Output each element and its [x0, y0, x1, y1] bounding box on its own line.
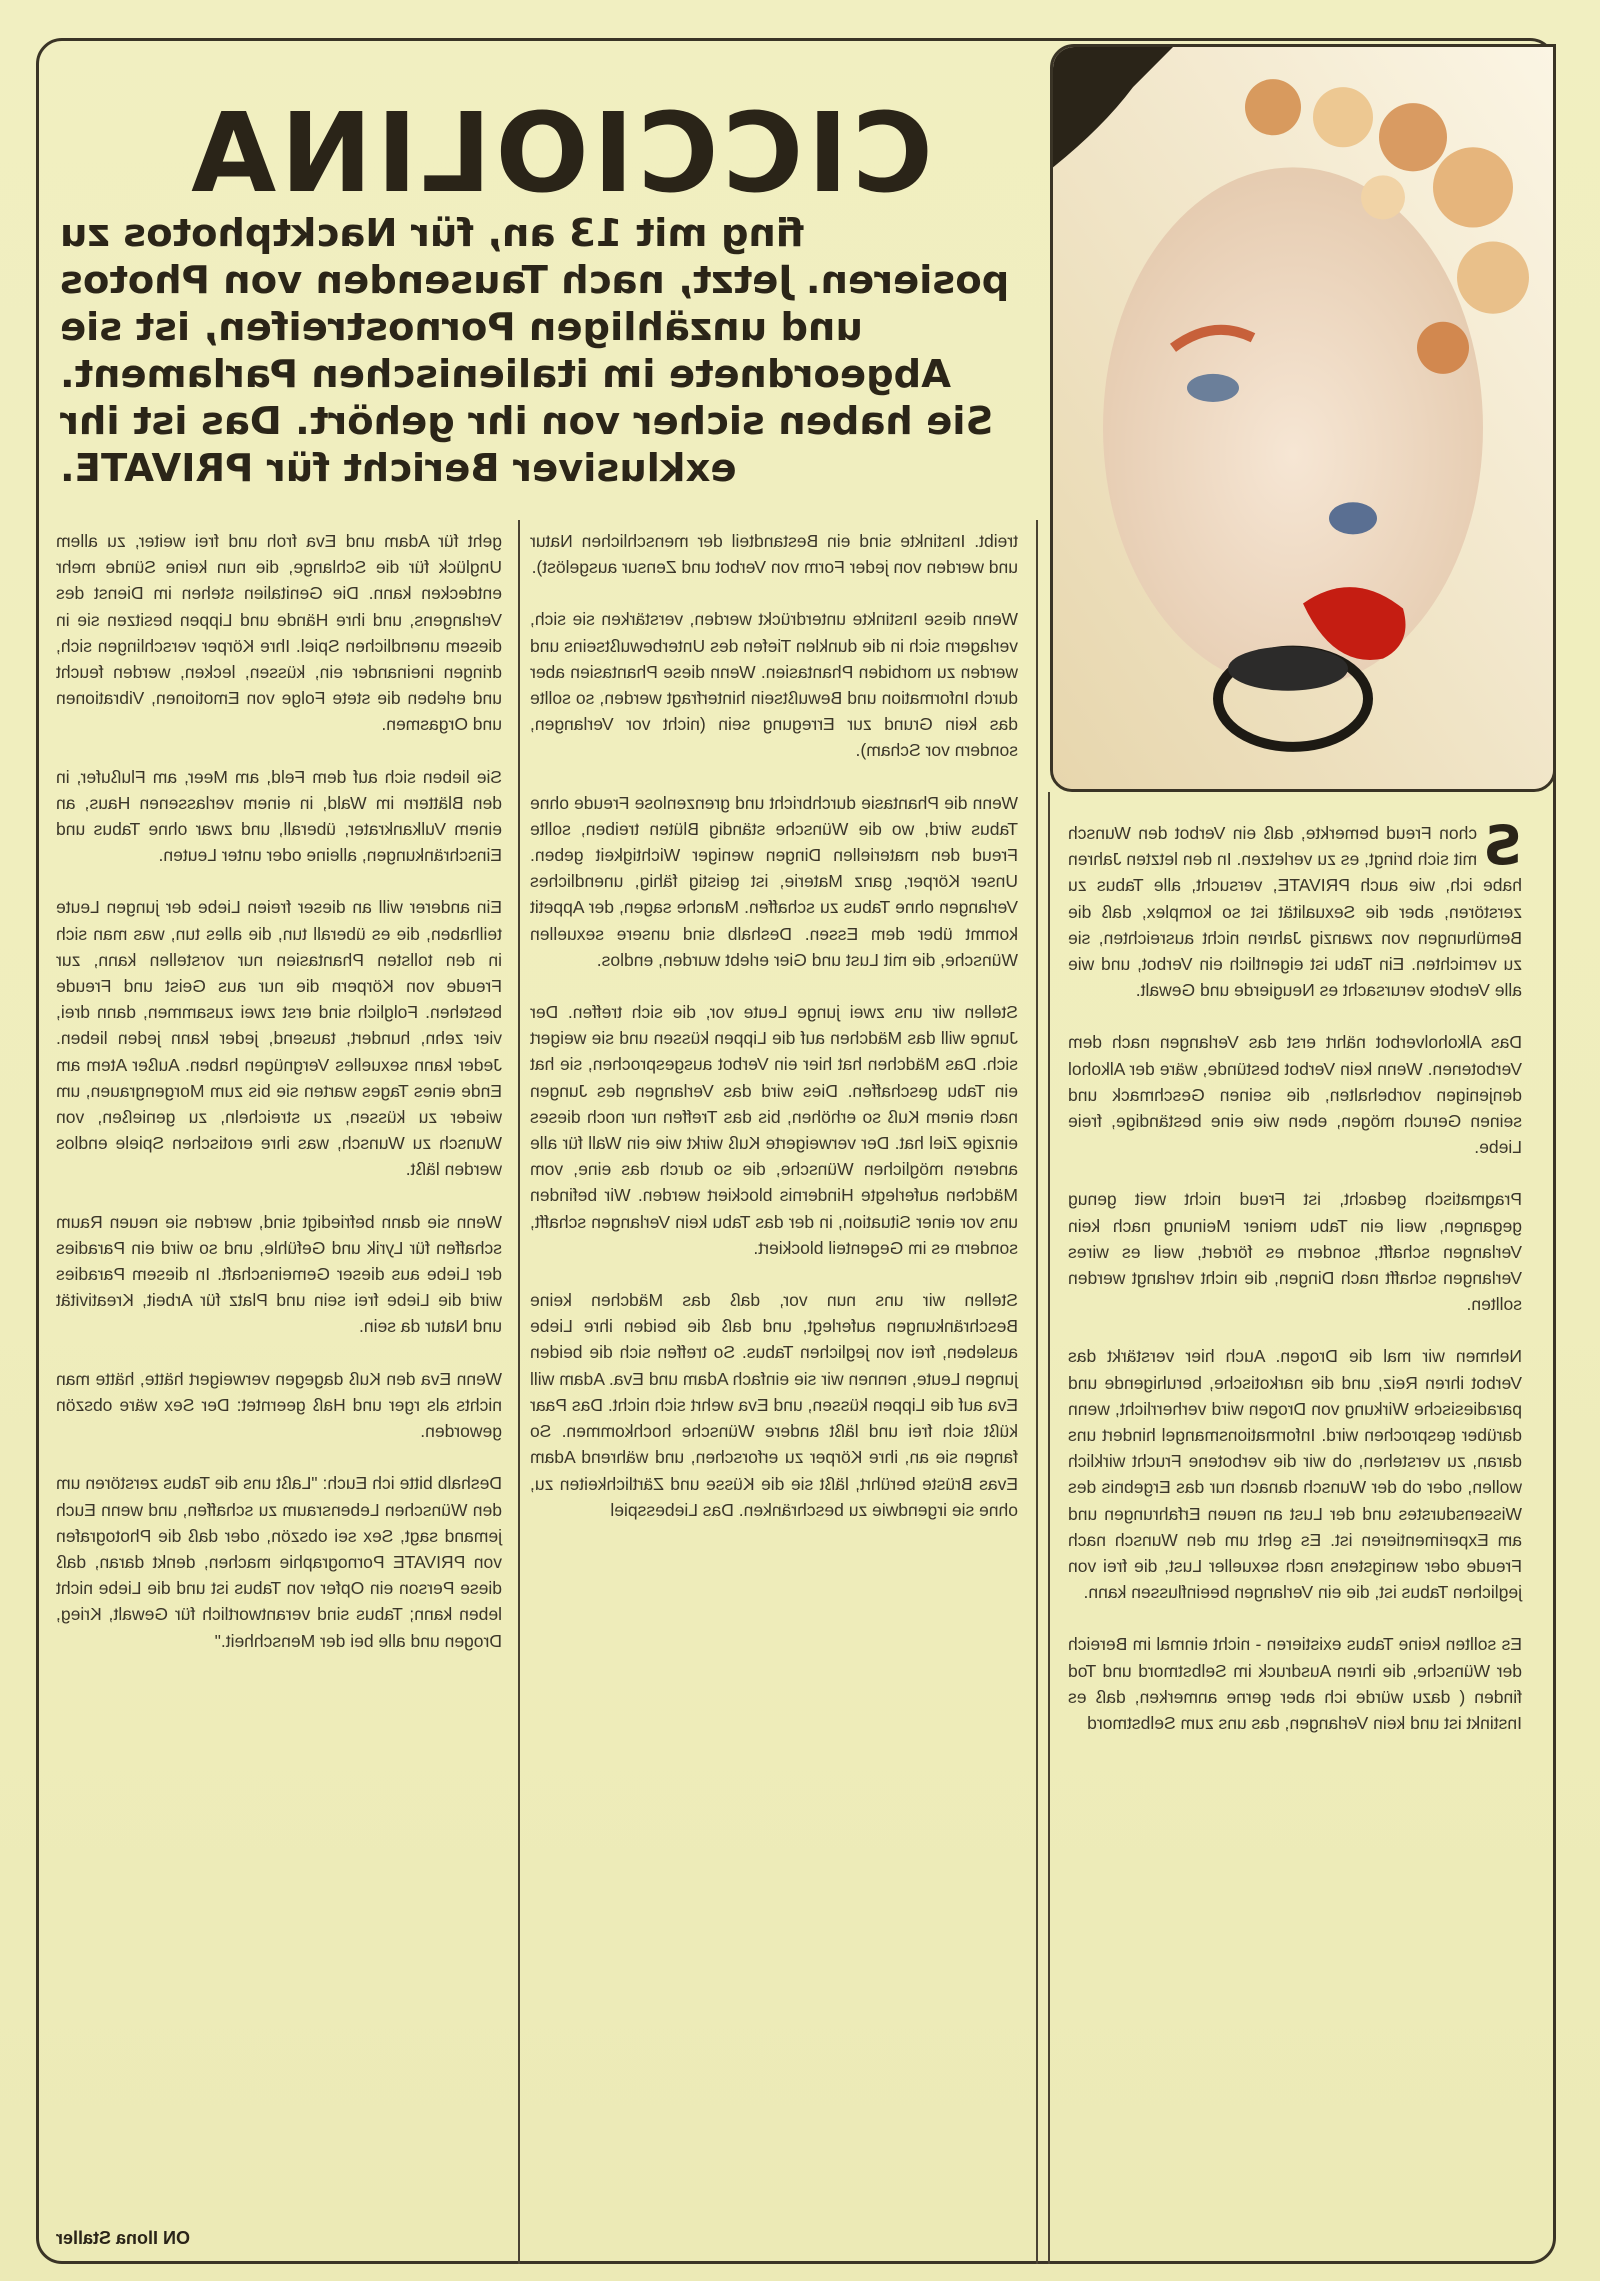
paragraph: S chon Freud bemerkte, daß ein Verbot den Wunsch mit sich bringt, es zu verletzen. In den letzten Jahren habe ich, wie auch PRIVATE, versucht, alle Tabus zu zerstören, aber die Sexualität ist so komplex, daß die Bemühungen von zwanzig Jahren nicht ausreichten, sie zu vernichten. Ein Tabu ist eigentlich ein Verbot, und wie alle Verbote verursacht es Neugierde und Gewalt.: [1068, 814, 1522, 1001]
paragraph: Das Alkoholverbot nährt erst das Verlangen nach dem Verbotenen. Wenn kein Verbot bestünde, wäre der Alkohol denjenigen vorbehalten, die seinen Geschmack und seinen Geruch mögen, eben wie eine beständige, freie Liebe.: [1068, 1032, 1522, 1158]
article-lede: fing mit 13 an, für Nacktphotos zu posieren. Jetzt, nach Tausenden von Photos und unzähligen Pornostreifen, ist sie Abgeordnete im italienischen Parlament. Sie haben sicher von ihr gehört. Das ist ihr exklusiver Bericht für PRIVATE.: [60, 211, 1010, 491]
choker: [1228, 647, 1348, 691]
author-credit: ON Ilona Staller: [56, 2228, 191, 2248]
paragraph: Wenn sie dann befriedigt sind, werden sie neuen Raum schaffen für Lyrik und Gefühle, und so wird ein Paradies der Liebe aus dieser Gemeinschaft. In diesem Paradies wird die Liebe frei sein und Platz für Arbeit, Kreativität und Natur da sein.: [56, 1211, 502, 1337]
portrait-image: [1053, 47, 1553, 789]
paragraph: Stellen wir uns zwei junge Leute vor, die sich treffen. Der Junge will das Mädchen auf die Lippen küssen und sie weigert sich. Das Mädchen hat hier ein Verbot ausgesprochen, sie hat ein Tabu geschaffen. Dies wird das Verlangen des Jungen nach einem Kuß so erhöhen, bis das Treffen nur noch dieses einzige Ziel hat. Der verweigerte Kuß wirkt wie ein Wall für alle anderen möglichen Wünsche, die so durch das eine, vom Mädchen auferlegte Hindernis blockiert werden. Wir befinden uns vor einer Situation, in der das Tabu kein Verlangen schafft, sondern es im Gegenteil blockiert.: [530, 1002, 1018, 1258]
paragraph: Wenn Eva den Kuß dagegen verweigert hätte, hätte man nichts als rger und Haß geerntet: Der Sex wäre obszön geworden.: [56, 1368, 502, 1442]
paragraph: Es sollten keine Tabus existieren - nicht einmal im Bereich der Wünsche, die ihren Ausdruck im Selbstmord und Tod finden ( dazu würde ich aber gerne anmerken, daß es Instinkt ist und kein Verlangen, das uns zum Selbstmord: [1068, 1634, 1522, 1734]
eye-right: [1187, 374, 1239, 402]
column-intro: [1068, 814, 1522, 2220]
eye-left: [1329, 502, 1377, 534]
column-rule: [1036, 520, 1038, 2264]
paragraph: treibt. Instinkte sind ein Bestandteil der menschlichen Natur und werden von jeder Form von Verbot und Zensur ausgelöst).: [530, 531, 1018, 578]
paragraph: Stellen wir uns nun vor, daß das Mädchen keine Beschränkungen auferlegt, und daß die beiden ihre Liebe ausleben, frei von jeglichen Tabus. So treffen sich die beiden jungen Leute, nennen wir sie einfach Adam und Eva. Adam will Eva auf die Lippen küssen, und Eva wehrt sich nicht. Das Paar küßt sich frei und läßt andere Wünsche hochkommen. So fangen sie an, ihre Körper zu erforschen, und während Adam Evas Brüste berührt, läßt sie die Küsse und Zärtlichkeiten zu, ohne sie irgendwie zu beschränken. Das Liebesspiel: [530, 1290, 1018, 1520]
paragraph: Deshalb bitte ich Euch: "Laßt uns die Tabus zerstören um den Wünschen Lebensraum zu schaffen, und wenn Euch jemand sagt, Sex sei obszön, oder daß die Photografen von PRIVATE Pornographie machen, denkt daran, daß diese Person ein Opfer von Tabus ist und die Liebe nicht leben kann; Tabus sind verantwortlich für Gewalt, Krieg, Drogen und alle bei der Menschheit.": [56, 1473, 502, 1651]
paragraph: Ein anderer will an dieser freien Liebe der jungen Leute teilhaben, die es überall tun, die alles tun, was man sich in den tollsten Phantasien nur vorstellen kann, zur Freude von Körpern die nur aus Geist und Freude bestehen. Folglich sind erst zwei zusammen, dann drei, vier zehn, hundert, tausend, jeder kann jeden lieben. Jeder kann sexuelles Vergnügen haben. Außer Atem am Ende eines Tages warten sie bis zum Morgengrauen, um wieder zu küssen, zu streicheln, zu genießen, von Wunsch zu Wunsch, was ihre erotischen Spiele endlos werden läßt.: [56, 897, 502, 1180]
face: [1103, 167, 1483, 688]
paragraph: Wenn diese Instinkte unterdrückt werden, verstärken sie sich, verlagern sich in die dunklen Tiefen des Unterbewußtseins und werden zu morbiden Phantasien. Wenn diese Phantasien aber durch Information und Bewußtsein hinterfragt werden, so sollte das kein Grund zur Erregung sein (nicht vor Verlangen, sondern vor Scham).: [530, 609, 1018, 761]
drop-cap: S: [1483, 814, 1522, 877]
paragraph: Pragmatisch gedacht, ist Freud nicht weit genug gegangen, weil ein Tabu meiner Meinung nach kein Verlangen schafft, sondern es fördert, weil es wires Verlangen schafft nach Dingen, die nicht verlangt werden sollten.: [1068, 1189, 1522, 1315]
column-rule: [1048, 792, 1050, 2264]
column-middle: [530, 528, 1018, 2218]
paragraph: Sie lieben sich auf dem Feld, am Meer, am Flußufer, in den Blättern im Wald, in einem verlassenen Haus, an einem Vulkankrater, überall, und zwar ohne Tabus und Einschränkungen, alleine oder unter Leuten.: [56, 766, 502, 866]
paragraph: geht für Adam und Eva froh und frei weiter, zu allem Unglück für die Schlange, die nun keine Sünde mehr entdecken kann. Die Genitalien stehen im Dienst des Verlangens, und ihre Hände und Lippen besitzen sie in diesem unendlichen Spiel. Ihre Körper verschlingen sich, dringen ineinander ein, küssen, lecken, werden feucht und erleben die stete Folge von Emotionen, Vibrationen und Orgasmen.: [56, 531, 502, 735]
portrait-photo: [1050, 44, 1556, 792]
paragraph: Wenn die Phantasie durchbricht und grenzenlose Freude ohne Tabus wird, wo die Wünsche ständig Blüten treiben, sollte Freud den materiellen Dingen weniger Wichtigkeit geben. Unser Körper, ganz Materie, ist geistig fähig, unendliches Verlangen ohne Tabus zu schaffen. Manche sagen, der Appetit kommt über dem Essen. Deshalb sind unsere sexuellen Wünsche, die mit Lust und Gier erlebt wurden, endlos.: [530, 792, 1018, 970]
paragraph: Nehmen wir mal die Drogen. Auch hier verstärkt das Verbot ihren Reiz, und die narkotische, beruhigende und paradiesische Wirkung von Drogen wird verherrlicht, wenn darüber gesprochen wird. Informationsmangel hindert uns daran, zu verstehen, ob wir die verbotene Frucht wirklich wollen, oder ob der Wunsch danach nur das Ergebnis des Wissensdurstes und der Lust an neuen Erfahrungen und am Experimentieren ist. Es geht um den Wunsch nach Freude oder wenigstens nach sexueller Lust, die frei von jeglichen Tabus ist, die ein Verlangen beeinflussen kann.: [1068, 1346, 1522, 1603]
column-left: [56, 528, 502, 2218]
article-title: CICCIOLINA: [187, 89, 933, 217]
column-rule: [518, 520, 520, 2264]
